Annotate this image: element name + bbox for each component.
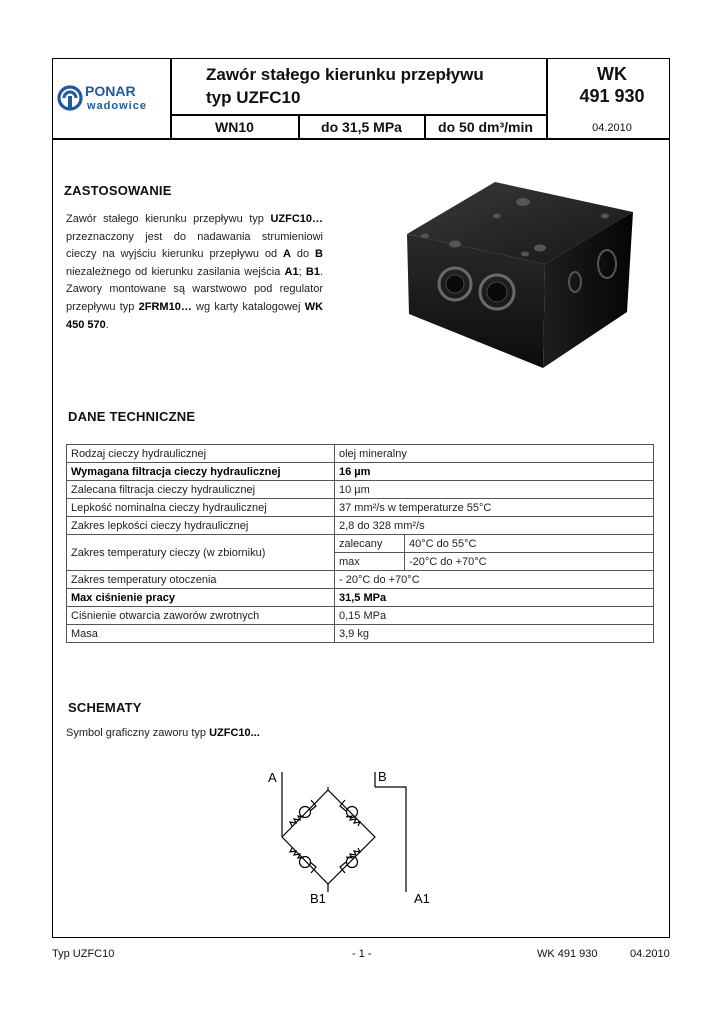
- table-row: [67, 625, 654, 643]
- usage-regulator-ref: 2FRM10…: [138, 300, 192, 313]
- footer-page-number: - 1 -: [352, 948, 372, 960]
- table-row: [67, 499, 654, 517]
- technical-data-table: [66, 444, 654, 643]
- title-line-1: Zawór stałego kierunku przepływu: [206, 65, 484, 84]
- line-port-a1: [375, 787, 406, 892]
- hydraulic-symbol-diagram: [250, 760, 450, 910]
- usage-text: do: [290, 248, 316, 261]
- usage-text: .: [105, 318, 109, 331]
- doc-code-number: 491 930: [579, 86, 645, 106]
- check-valve-bridge: [282, 790, 375, 884]
- usage-port-a: A: [283, 248, 291, 261]
- usage-paragraph: [66, 211, 323, 334]
- usage-text: niezależnego od kierunku zasilania wejścia: [66, 265, 285, 278]
- document-title: [206, 63, 546, 109]
- table-row: [67, 571, 654, 589]
- param-value: - 20°C do +70°C: [335, 571, 654, 589]
- temp-sub-label: max: [335, 553, 405, 571]
- schematics-subtitle-text: Symbol graficzny zaworu typ: [66, 727, 210, 739]
- param-label: Zalecana filtracja cieczy hydraulicznej: [67, 481, 335, 499]
- table-row: [67, 445, 654, 463]
- param-value: 0,15 MPa: [335, 607, 654, 625]
- param-value: 2,8 do 328 mm²/s: [335, 517, 654, 535]
- ponar-logo-mark: [59, 87, 81, 109]
- param-label: Rodzaj cieczy hydraulicznej: [67, 445, 335, 463]
- title-line-2: typ UZFC10: [206, 88, 301, 107]
- param-label: Zakres temperatury cieczy (w zbiorniku): [67, 535, 335, 571]
- table-row: [67, 535, 654, 553]
- param-value: 37 mm²/s w temperaturze 55°C: [335, 499, 654, 517]
- doc-code-prefix: WK: [597, 64, 627, 84]
- usage-port-a1: A1: [284, 265, 299, 278]
- nominal-size: WN10: [215, 119, 254, 135]
- usage-text: przeznaczony jest do nadawania strumieniowi cieczy na wyjściu kierunku przepływu od: [66, 230, 323, 261]
- table-row: [67, 481, 654, 499]
- param-label: Zakres temperatury otoczenia: [67, 571, 335, 589]
- document-code: [556, 63, 668, 107]
- usage-text: ;: [298, 265, 306, 278]
- port-label-b1: B1: [310, 891, 326, 906]
- param-value: 10 µm: [335, 481, 654, 499]
- usage-port-b: B: [315, 248, 323, 261]
- max-pressure: do 31,5 MPa: [321, 119, 402, 135]
- usage-text: wg karty katalogowej: [191, 300, 305, 313]
- check-valve-ball: [300, 807, 311, 818]
- param-label: Zakres lepkości cieczy hydraulicznej: [67, 517, 335, 535]
- param-label: Ciśnienie otwarcia zaworów zwrotnych: [67, 607, 335, 625]
- logo-sub-text: wadowice: [87, 100, 147, 112]
- param-value: 31,5 MPa: [335, 589, 654, 607]
- table-row: [67, 607, 654, 625]
- param-label: Max ciśnienie pracy: [67, 589, 335, 607]
- param-value: 3,9 kg: [335, 625, 654, 643]
- port-label-a1: A1: [414, 891, 430, 906]
- max-flow: do 50 dm³/min: [438, 119, 533, 135]
- schematics-subtitle: [66, 727, 260, 739]
- port-label-b: B: [378, 769, 387, 784]
- usage-text: Zawór stałego kierunku przepływu typ: [66, 213, 271, 225]
- usage-heading: ZASTOSOWANIE: [64, 183, 172, 198]
- header-date: 04.2010: [592, 122, 632, 134]
- ponar-logo: [55, 82, 173, 114]
- footer-date: 04.2010: [630, 948, 670, 960]
- usage-text: . Zawory montowane są warstwowo pod regulator przepływu typ: [66, 265, 323, 313]
- schematics-heading: SCHEMATY: [68, 700, 142, 715]
- table-row: [67, 517, 654, 535]
- footer-type: Typ UZFC10: [52, 948, 115, 960]
- table-row: [67, 463, 654, 481]
- valve-block-photo: [395, 172, 665, 372]
- footer-doc-code: WK 491 930: [537, 948, 598, 960]
- schematics-type-ref: UZFC10...: [209, 727, 260, 739]
- usage-catalog-ref: WK 450 570: [66, 300, 324, 331]
- param-value: olej mineralny: [335, 445, 654, 463]
- param-label: Masa: [67, 625, 335, 643]
- header-vline-code: [546, 58, 548, 139]
- table-row: [67, 589, 654, 607]
- port-label-a: A: [268, 770, 277, 785]
- param-label: Wymagana filtracja cieczy hydraulicznej: [67, 463, 335, 481]
- param-value: 16 µm: [335, 463, 654, 481]
- temp-sub-label: zalecany: [335, 535, 405, 553]
- technical-heading: DANE TECHNICZNE: [68, 409, 196, 424]
- param-value: -20°C do +70°C: [405, 553, 654, 571]
- param-label: Lepkość nominalna cieczy hydraulicznej: [67, 499, 335, 517]
- param-value: 40°C do 55°C: [405, 535, 654, 553]
- logo-brand-text: PONAR: [85, 83, 136, 99]
- check-valve-ball: [300, 857, 311, 868]
- usage-port-b1: B1: [305, 265, 320, 278]
- usage-type-ref: UZFC10…: [270, 213, 323, 225]
